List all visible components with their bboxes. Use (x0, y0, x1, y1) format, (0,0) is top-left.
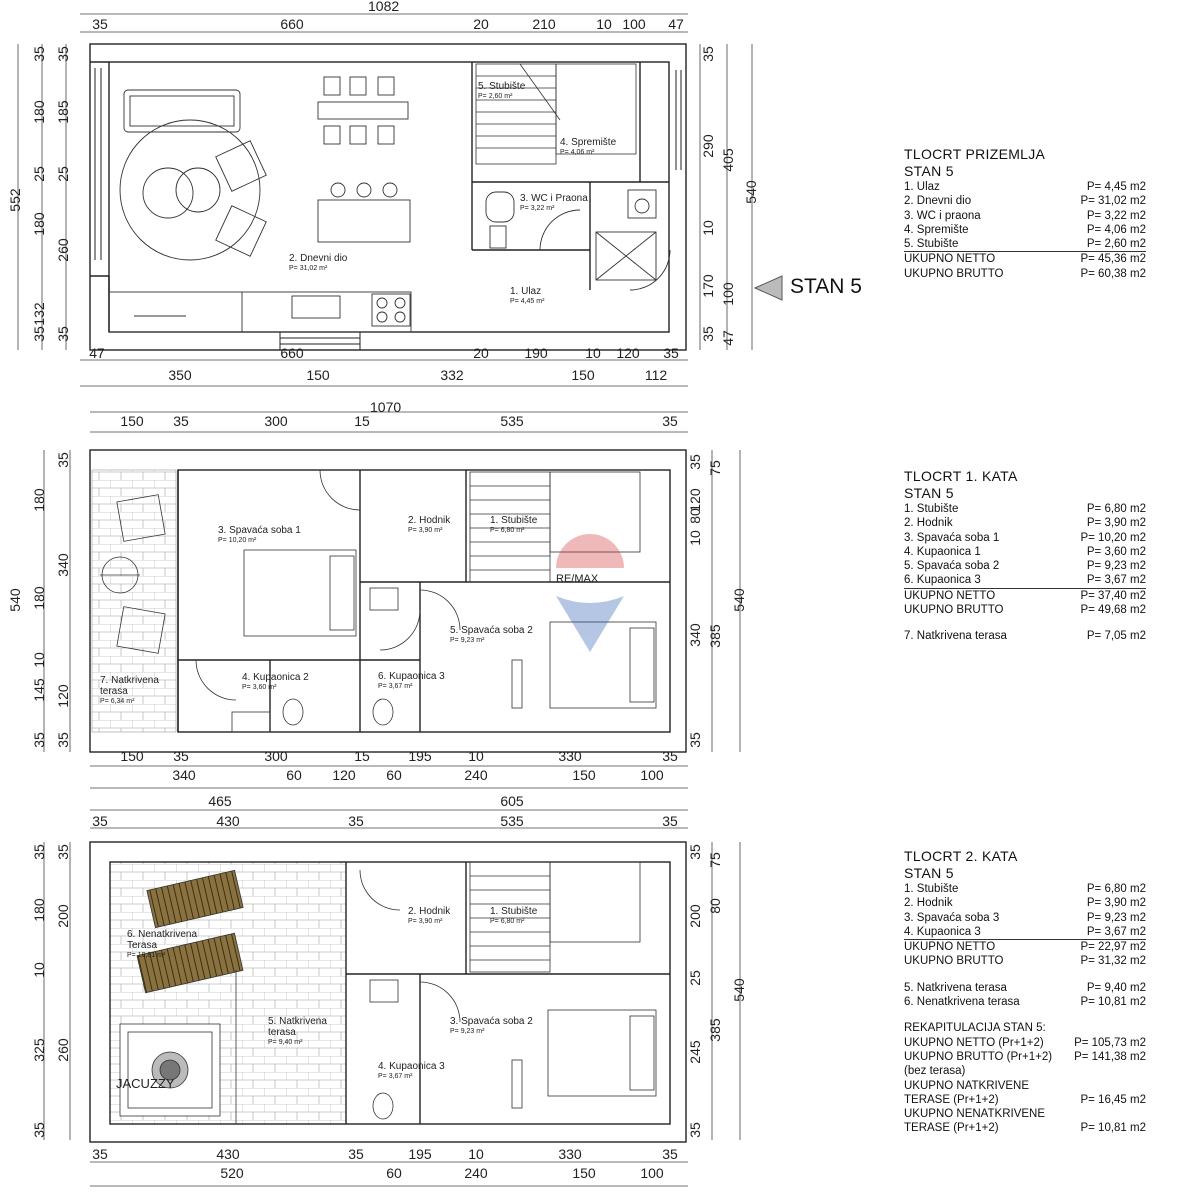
room-area: P= 9,23 m² (450, 637, 485, 644)
covered-line-1: UKUPNO NATKRIVENE (904, 1079, 1030, 1092)
legend-row (904, 180, 1146, 194)
dimension-label: 10 (31, 962, 47, 978)
dimension-label: 540 (731, 978, 747, 1002)
dimension-label: 35 (92, 1146, 108, 1162)
legend-row-name: UKUPNO NETTO (904, 589, 996, 602)
dimension-label: 75 (707, 460, 723, 476)
dimension-label: 240 (464, 1165, 488, 1181)
unit-marker-label: STAN 5 (790, 275, 862, 298)
legend-row (904, 940, 1146, 954)
room-area: P= 3,67 m² (378, 683, 413, 690)
second-right-dims (687, 844, 747, 1138)
ground-total-width: 1082 (368, 0, 400, 14)
dimension-label: 35 (92, 813, 108, 829)
dimension-label: 535 (500, 813, 524, 829)
room-label: 7. Natkrivena (100, 675, 159, 686)
dimension-label: 35 (173, 748, 189, 764)
dimension-label: 465 (208, 793, 232, 809)
dimension-label: 180 (31, 100, 47, 124)
dimension-label: 35 (348, 813, 364, 829)
dimension-label: 325 (31, 1038, 47, 1062)
dimension-label: 25 (31, 166, 47, 182)
room-label: Terasa (127, 940, 158, 951)
dimension-label: 150 (120, 748, 144, 764)
legend-row-value: P= 3,67 m2 (1086, 574, 1146, 587)
legend-row-name: 3. WC i praona (904, 209, 981, 222)
ground-right-dims (700, 46, 759, 346)
dimension-label: 35 (662, 748, 678, 764)
dimension-label: 100 (622, 16, 646, 32)
legend-row-name: TERASE (Pr+1+2) (904, 1093, 999, 1106)
room-area: P= 4,45 m² (510, 298, 545, 305)
legend-row-name: 5. Stubište (904, 238, 959, 251)
legend-row-value: P= 141,38 m2 (1074, 1050, 1146, 1063)
dimension-label: 35 (31, 326, 47, 342)
legend-row-name: UKUPNO BRUTTO (904, 267, 1004, 280)
legend-row-name: UKUPNO NETTO (904, 253, 996, 266)
room-label: 5. Spavaća soba 2 (450, 625, 533, 636)
ground-bottom-dims (89, 345, 679, 361)
legend-row-name: 4. Spremište (904, 223, 969, 236)
dimension-label: 200 (55, 904, 71, 928)
dimension-label: 170 (700, 274, 716, 298)
legend-row-name: 3. Spavaća soba 1 (904, 531, 1000, 544)
legend-row (904, 223, 1146, 237)
legend-row-value: P= 2,60 m2 (1086, 238, 1146, 251)
legend-row (904, 882, 1146, 896)
dimension-label: 20 (473, 16, 489, 32)
dimension-label: 47 (89, 345, 105, 361)
legend-row-value: P= 9,23 m2 (1086, 911, 1146, 924)
dimension-label: 385 (707, 624, 723, 648)
dimension-label: 180 (31, 586, 47, 610)
legend-row (904, 531, 1146, 545)
dimension-label: 120 (55, 684, 71, 708)
room-area: P= 2,60 m² (478, 93, 513, 100)
legend-row-name: UKUPNO NETTO (Pr+1+2) (904, 1036, 1044, 1049)
legend-row-value: P= 22,97 m2 (1080, 941, 1146, 954)
room-area: P= 4,06 m² (560, 149, 595, 156)
dimension-label: 60 (386, 1165, 402, 1181)
dimension-label: 35 (55, 732, 71, 748)
dimension-label: 35 (31, 1122, 47, 1138)
legend-row-value: P= 105,73 m2 (1074, 1036, 1146, 1049)
dimension-label: 150 (120, 413, 144, 429)
dimension-label: 180 (31, 898, 47, 922)
room-area: P= 3,90 m² (408, 918, 443, 925)
legend-second-floor (904, 848, 1146, 1136)
legend-row-value: P= 9,40 m2 (1086, 981, 1146, 994)
room-label: 4. Spremište (560, 137, 617, 148)
jacuzzi-label: JACUZZY (116, 1076, 175, 1091)
dimension-label: 35 (700, 46, 716, 62)
dimension-label: 430 (216, 1146, 240, 1162)
legend-row-name: UKUPNO NETTO (904, 941, 996, 954)
dimension-label: 35 (687, 732, 703, 748)
dimension-label: 35 (55, 46, 71, 62)
first-right-dims (687, 454, 747, 748)
room-area: P= 9,40 m² (268, 1039, 303, 1046)
legend-row-name: 4. Kupaonica 3 (904, 925, 981, 938)
dimension-label: 120 (332, 767, 356, 783)
legend-row-name: TERASE (Pr+1+2) (904, 1122, 999, 1135)
legend-row-name: UKUPNO BRUTTO (904, 604, 1004, 617)
second-bottom-dims-1 (92, 1146, 678, 1162)
dimension-label: 210 (532, 16, 556, 32)
legend-row-value: P= 4,06 m2 (1086, 223, 1146, 236)
ground-top-dims (92, 16, 684, 32)
recap-note: (bez terasa) (904, 1065, 966, 1078)
legend-row (904, 573, 1146, 588)
dimension-label: 10 (596, 16, 612, 32)
dimension-label: 260 (55, 1038, 71, 1062)
dimension-label: 540 (731, 588, 747, 612)
first-top-dims (120, 413, 678, 429)
dimension-label: 190 (524, 345, 548, 361)
watermark-text: RE/MAX (556, 573, 599, 585)
room-area: P= 6,80 m² (490, 918, 525, 925)
dimension-label: 535 (500, 413, 524, 429)
dimension-label: 35 (55, 326, 71, 342)
legend-row-value: P= 3,22 m2 (1086, 209, 1146, 222)
legend-recap (904, 1036, 1146, 1065)
legend-row-name: 5. Natkrivena terasa (904, 981, 1007, 994)
legend-row-name: 6. Kupaonica 3 (904, 574, 981, 587)
room-area: P= 3,67 m² (378, 1073, 413, 1080)
legend-row-value: P= 49,68 m2 (1080, 604, 1146, 617)
dimension-label: 47 (668, 16, 684, 32)
legend-row (904, 209, 1146, 223)
legend-row (904, 589, 1146, 603)
dimension-label: 35 (31, 844, 47, 860)
dimension-label: 340 (687, 623, 703, 647)
legend-ground-floor (904, 146, 1146, 281)
dimension-label: 10 (31, 652, 47, 668)
legend-rows (904, 882, 1146, 969)
dimension-label: 10 (585, 345, 601, 361)
legend-row-name: 7. Natkrivena terasa (904, 630, 1007, 643)
legend-row-name: 5. Spavaća soba 2 (904, 560, 1000, 573)
dimension-label: 330 (558, 748, 582, 764)
room-label: 6. Kupaonica 3 (378, 671, 445, 682)
room-label: 1. Ulaz (510, 286, 542, 297)
dimension-label: 150 (306, 367, 330, 383)
dimension-label: 385 (707, 1018, 723, 1042)
dimension-label: 520 (220, 1165, 244, 1181)
legend-row-value: P= 7,05 m2 (1086, 630, 1146, 643)
dimension-label: 35 (687, 454, 703, 470)
dimension-label: 35 (173, 413, 189, 429)
room-label: 1. Stubište (490, 515, 538, 526)
dimension-label: 605 (500, 793, 524, 809)
dimension-label: 120 (687, 488, 703, 512)
legend-row (904, 559, 1146, 573)
ground-room-labels (289, 81, 617, 305)
legend-subtitle: STAN 5 (904, 865, 954, 881)
dimension-label: 35 (663, 345, 679, 361)
legend-title: TLOCRT 1. KATA (904, 468, 1018, 484)
dimension-label: 100 (640, 1165, 664, 1181)
dimension-label: 660 (280, 16, 304, 32)
legend-row (904, 995, 1146, 1009)
room-label: 6. Nenatkrivena (127, 929, 198, 940)
legend-terraces (904, 981, 1146, 1010)
dimension-label: 35 (687, 844, 703, 860)
dimension-label: 150 (572, 767, 596, 783)
ground-bottom-dims-2 (168, 367, 667, 383)
legend-row-value: P= 3,90 m2 (1086, 517, 1146, 530)
legend-row (904, 603, 1146, 617)
legend-row (904, 1050, 1146, 1064)
dimension-label: 35 (662, 1146, 678, 1162)
room-label: 3. Spavaća soba 1 (218, 525, 301, 536)
dimension-label: 75 (707, 852, 723, 868)
dimension-label: 340 (172, 767, 196, 783)
second-top-group-dims (208, 793, 524, 809)
legend-subtitle: STAN 5 (904, 485, 954, 501)
dimension-label: 35 (31, 732, 47, 748)
dimension-label: 150 (572, 1165, 596, 1181)
dimension-label: 145 (31, 678, 47, 702)
legend-row-name: 2. Hodnik (904, 897, 953, 910)
dimension-label: 15 (354, 413, 370, 429)
uncovered-line-1: UKUPNO NENATKRIVENE (904, 1108, 1046, 1121)
dimension-label: 10 (700, 220, 716, 236)
legend-rows (904, 180, 1146, 281)
room-label: 4. Kupaonica 3 (378, 1061, 445, 1072)
room-label: 2. Dnevni dio (289, 253, 348, 264)
dimension-label: 10 (687, 530, 703, 546)
dimension-label: 540 (7, 588, 23, 612)
room-area: P= 10,81 m² (127, 952, 166, 959)
dimension-label: 10 (468, 748, 484, 764)
dimension-label: 195 (408, 1146, 432, 1162)
second-room-labels (127, 906, 538, 1080)
room-area: P= 10,20 m² (218, 537, 257, 544)
legend-row-name: 1. Stubište (904, 883, 959, 895)
dimension-label: 80 (707, 898, 723, 914)
dimension-label: 330 (558, 1146, 582, 1162)
legend-row-value: P= 4,45 m2 (1086, 181, 1146, 193)
legend-row-name: UKUPNO BRUTTO (Pr+1+2) (904, 1050, 1053, 1063)
dimension-label: 340 (55, 553, 71, 577)
legend-row-value: P= 45,36 m2 (1080, 253, 1146, 266)
legend-row-value: P= 60,38 m2 (1080, 267, 1146, 280)
dimension-label: 35 (662, 413, 678, 429)
legend-row-value: P= 3,90 m2 (1086, 897, 1146, 910)
legend-row-name: 6. Nenatkrivena terasa (904, 996, 1020, 1009)
dimension-label: 195 (408, 748, 432, 764)
dimension-label: 405 (720, 148, 736, 172)
uncovered-row (904, 1121, 1146, 1135)
legend-row-name: 4. Kupaonica 1 (904, 545, 981, 558)
room-label: 5. Stubište (478, 81, 526, 92)
first-total-width: 1070 (370, 399, 402, 415)
dimension-label: 300 (264, 748, 288, 764)
room-label: 3. Spavaća soba 2 (450, 1016, 533, 1027)
legend-row (904, 502, 1146, 516)
legend-row (904, 194, 1146, 208)
room-area: P= 3,60 m² (242, 684, 277, 691)
legend-row-name: UKUPNO BRUTTO (904, 955, 1004, 968)
legend-title: TLOCRT 2. KATA (904, 848, 1018, 864)
room-label: 4. Kupaonica 2 (242, 672, 309, 683)
recap-title: REKAPITULACIJA STAN 5: (904, 1022, 1046, 1035)
room-area: P= 3,22 m² (520, 205, 555, 212)
dimension-label: 120 (616, 345, 640, 361)
legend-row (904, 516, 1146, 530)
second-left-dims (31, 844, 71, 1138)
legend-row-value: P= 31,02 m2 (1080, 195, 1146, 208)
legend-row-value: P= 31,32 m2 (1080, 955, 1146, 968)
dimension-label: 290 (700, 134, 716, 158)
dimension-label: 112 (644, 367, 668, 383)
dimension-label: 35 (55, 452, 71, 468)
legend-row-value: P= 6,80 m2 (1086, 503, 1146, 515)
room-label: 2. Hodnik (408, 515, 451, 526)
dimension-label: 100 (720, 282, 736, 306)
legend-row-value: P= 37,40 m2 (1080, 589, 1146, 602)
legend-row-value: P= 10,20 m2 (1080, 531, 1146, 544)
dimension-label: 35 (687, 1122, 703, 1138)
second-top-dims (92, 813, 678, 829)
dimension-label: 60 (286, 767, 302, 783)
dimension-label: 80 (687, 508, 703, 524)
room-area: P= 9,23 m² (450, 1028, 485, 1035)
covered-row (904, 1093, 1146, 1107)
legend-row-value: P= 16,45 m2 (1080, 1093, 1146, 1106)
room-area: P= 3,90 m² (408, 527, 443, 534)
dimension-label: 240 (464, 767, 488, 783)
dimension-label: 15 (354, 748, 370, 764)
dimension-label: 200 (687, 904, 703, 928)
dimension-label: 180 (31, 488, 47, 512)
legend-row-value: P= 6,80 m2 (1086, 883, 1146, 895)
legend-row (904, 252, 1146, 266)
dimension-label: 540 (743, 180, 759, 204)
legend-row-value: P= 3,67 m2 (1086, 925, 1146, 938)
dimension-label: 10 (468, 1146, 484, 1162)
legend-first-floor (904, 468, 1146, 644)
dimension-label: 185 (55, 100, 71, 124)
room-label: 3. WC i Praona (520, 193, 588, 204)
dimension-label: 552 (7, 188, 23, 212)
legend-row-value: P= 10,81 m2 (1080, 1122, 1146, 1135)
dimension-label: 35 (700, 326, 716, 342)
dimension-label: 180 (31, 212, 47, 236)
legend-row-name: 2. Hodnik (904, 517, 953, 530)
dimension-label: 35 (55, 844, 71, 860)
dimension-label: 150 (571, 367, 595, 383)
dimension-label: 100 (640, 767, 664, 783)
unit-marker-arrow (755, 276, 782, 300)
dimension-label: 260 (55, 238, 71, 262)
first-bottom-dims-2 (172, 767, 664, 783)
legend-row-name: 1. Ulaz (904, 181, 940, 193)
dimension-label: 132 (31, 302, 47, 326)
dimension-label: 35 (348, 1146, 364, 1162)
ground-left-dims (7, 46, 71, 342)
room-label: 1. Stubište (490, 906, 538, 917)
legend-subtitle: STAN 5 (904, 163, 954, 179)
first-left-dims (7, 452, 71, 748)
room-label: 2. Hodnik (408, 906, 451, 917)
legend-row-name: 2. Dnevni dio (904, 195, 972, 208)
room-label: terasa (268, 1027, 296, 1038)
dimension-label: 300 (264, 413, 288, 429)
dimension-label: 430 (216, 813, 240, 829)
room-area: P= 31,02 m² (289, 265, 328, 272)
legend-row (904, 925, 1146, 940)
dimension-label: 35 (92, 16, 108, 32)
legend-row (904, 545, 1146, 559)
dimension-label: 47 (720, 330, 736, 346)
legend-row (904, 954, 1146, 968)
dimension-label: 60 (386, 767, 402, 783)
legend-row-name: 3. Spavaća soba 3 (904, 911, 1000, 924)
legend-row-value: P= 3,60 m2 (1086, 545, 1146, 558)
room-area: P= 6,34 m² (100, 698, 135, 705)
legend-extra-row (904, 629, 1146, 643)
legend-row (904, 911, 1146, 925)
first-bottom-dims-1 (120, 748, 678, 764)
legend-row (904, 267, 1146, 281)
room-label: 5. Natkrivena (268, 1016, 327, 1027)
room-area: P= 6,80 m² (490, 527, 525, 534)
dimension-label: 350 (168, 367, 192, 383)
dimension-label: 25 (687, 970, 703, 986)
room-label: terasa (100, 686, 128, 697)
dimension-label: 20 (473, 345, 489, 361)
legend-rows (904, 502, 1146, 617)
dimension-label: 35 (31, 46, 47, 62)
dimension-label: 25 (55, 166, 71, 182)
dimension-label: 332 (440, 367, 464, 383)
legend-row (904, 237, 1146, 252)
legend-row-value: P= 9,23 m2 (1086, 560, 1146, 573)
dimension-label: 35 (662, 813, 678, 829)
legend-row-name: 1. Stubište (904, 503, 959, 515)
legend-row (904, 1036, 1146, 1050)
first-room-labels (100, 515, 538, 705)
legend-row (904, 981, 1146, 995)
legend-row-value: P= 10,81 m2 (1080, 996, 1146, 1009)
second-bottom-dims-2 (220, 1165, 664, 1181)
legend-title: TLOCRT PRIZEMLJA (904, 146, 1046, 162)
dimension-label: 660 (280, 345, 304, 361)
legend-row (904, 896, 1146, 910)
dimension-label: 245 (687, 1040, 703, 1064)
